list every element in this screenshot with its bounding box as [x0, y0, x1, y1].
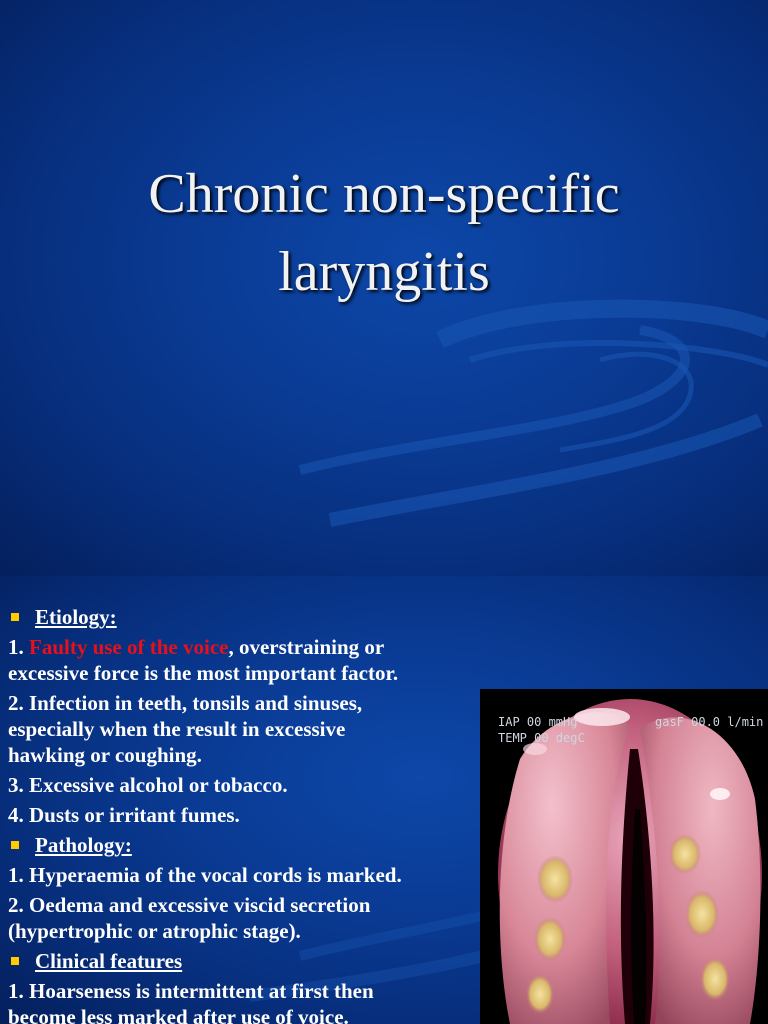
pathology-item-1: 1. Hyperaemia of the vocal cords is marked. [8, 863, 402, 887]
pathology-item-2 [8, 892, 498, 944]
item-text: 2. Oedema and excessive viscid secretion [8, 893, 371, 917]
bullet-square-icon [11, 613, 19, 621]
temp-readout: TEMP 00 degC [498, 731, 585, 745]
pathology-bullet [8, 832, 498, 858]
etiology-bullet [8, 604, 498, 630]
title-line-1: Chronic non-specific [148, 163, 620, 225]
etiology-item-3: 3. Excessive alcohol or tobacco. [8, 773, 288, 797]
item-text: 1. Hoarseness is intermittent at first then [8, 979, 374, 1003]
item-text: excessive force is the most important factor. [8, 661, 399, 685]
laryngoscopy-image [480, 689, 768, 1024]
bullet-square-icon [11, 957, 19, 965]
bullet-square-icon [11, 841, 19, 849]
clinical-bullet [8, 948, 498, 974]
content-slide [0, 576, 768, 1024]
clinical-item-1 [8, 978, 498, 1024]
item-text: 2. Infection in teeth, tonsils and sinuses, [8, 691, 363, 715]
gas-flow-readout: gasF 00.0 l/min [655, 715, 764, 729]
clinical-heading: Clinical features [35, 949, 183, 973]
title-line-2: laryngitis [278, 241, 490, 303]
item-text: , overstraining or [228, 635, 385, 659]
etiology-item-1 [8, 634, 498, 686]
iap-readout: IAP 00 mmHg [498, 715, 578, 729]
etiology-item-4: 4. Dusts or irritant fumes. [8, 803, 240, 827]
item-text: become less marked after use of voice. [8, 1005, 349, 1024]
item-text: hawking or coughing. [8, 743, 202, 767]
etiology-heading: Etiology: [35, 605, 117, 629]
slide-body [8, 604, 498, 1024]
highlight-text: Faulty use of the voice [29, 635, 229, 659]
item-text: (hypertrophic or atrophic stage). [8, 919, 301, 943]
pathology-heading: Pathology: [35, 833, 132, 857]
etiology-item-2 [8, 690, 498, 768]
slide-title [0, 155, 768, 311]
item-text: especially when the result in excessive [8, 717, 346, 741]
item-number: 1. [8, 635, 24, 659]
